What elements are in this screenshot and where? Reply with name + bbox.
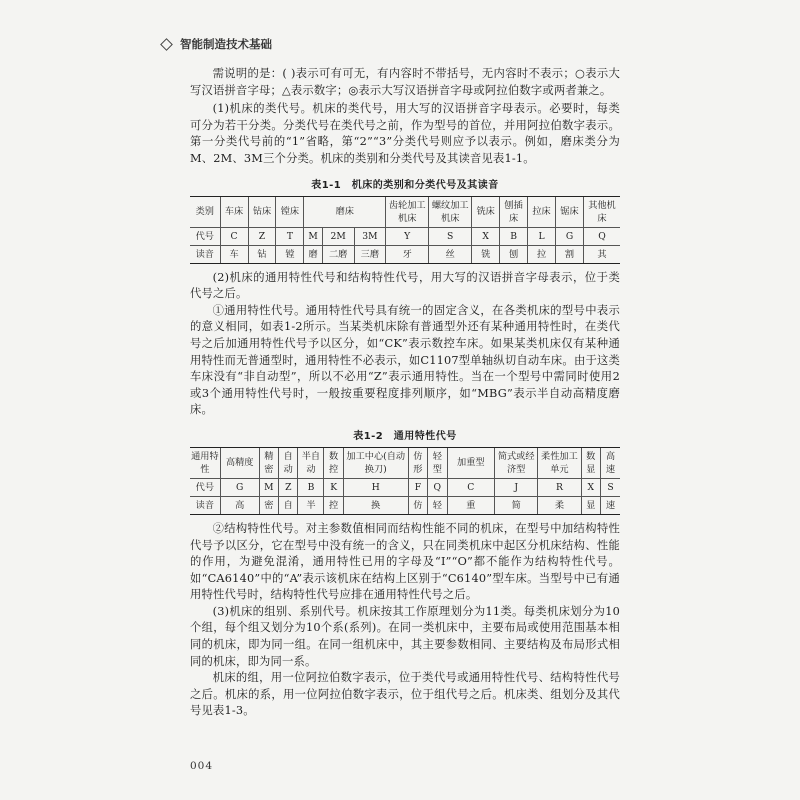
- table-cell: T: [276, 227, 304, 245]
- table-cell: X: [581, 478, 600, 496]
- table-cell: 磨床: [304, 196, 386, 227]
- table-cell: S: [600, 478, 620, 496]
- table-cell: M: [259, 478, 278, 496]
- table-cell: 控: [324, 496, 343, 514]
- table-cell: 镗: [276, 245, 304, 263]
- table2-reading-row: [190, 496, 620, 514]
- paragraph-feature-code: (2)机床的通用特性代号和结构特性代号，用大写的汉语拼音字母表示，位于类代号之后。: [190, 270, 620, 301]
- table-cell: J: [495, 478, 538, 496]
- table-cell: 通用特性: [190, 447, 220, 478]
- table-cell: 柔性加工单元: [538, 447, 581, 478]
- table-cell: 磨: [304, 245, 322, 263]
- table-cell: 3M: [354, 227, 386, 245]
- table2-header-row: [190, 447, 620, 478]
- table-cell: 仿: [408, 496, 427, 514]
- table-cell: 简式或经济型: [495, 447, 538, 478]
- table-cell: 高: [220, 496, 259, 514]
- table-cell: 铣: [472, 245, 500, 263]
- diamond-icon: [160, 38, 173, 51]
- table2-code-row: [190, 478, 620, 496]
- table-cell: Y: [386, 227, 429, 245]
- table-cell: 锯床: [556, 196, 584, 227]
- table-cell: 齿轮加工机床: [386, 196, 429, 227]
- table-cell: S: [429, 227, 472, 245]
- paragraph-group-code: 机床的组，用一位阿拉伯数字表示，位于类代号或通用特性代号、结构特性代号之后。机床的系，用一位阿拉伯数字表示，位于组代号之后。机床类、组划分及其代号见表1-3。: [190, 671, 620, 718]
- table-cell: 牙: [386, 245, 429, 263]
- table-cell: H: [343, 478, 408, 496]
- running-head: [162, 36, 272, 52]
- table-cell: 拉: [528, 245, 556, 263]
- page-number: 004: [190, 760, 214, 772]
- table-cell: C: [447, 478, 495, 496]
- table-cell: 数显: [581, 447, 600, 478]
- paragraph-class-code: (1)机床的类代号。机床的类代号，用大写的汉语拼音字母表示。必要时，每类可分为若干分类。分类代号在类代号之前，作为型号的首位，并用阿拉伯数字表示。第一分类代号前的“1”省略，第“2”“3”分类代号则应予以表示。例如，磨床类分为M、2M、3M三个分类。机床的类别和分类代号及其读音见表1-1。: [190, 102, 620, 165]
- table-cell: 换: [343, 496, 408, 514]
- table-cell: 钻床: [248, 196, 276, 227]
- table-cell: 其: [583, 245, 620, 263]
- table-cell: 重: [447, 496, 495, 514]
- table1-reading-row: [190, 245, 620, 263]
- table-cell: 刨: [500, 245, 528, 263]
- table-cell: 密: [259, 496, 278, 514]
- table-cell: G: [220, 478, 259, 496]
- table2-general-feature-codes: [190, 447, 620, 515]
- table-cell: B: [500, 227, 528, 245]
- table-cell: 二磨: [322, 245, 354, 263]
- table-cell: 刨插床: [500, 196, 528, 227]
- table-cell: 代号: [195, 481, 215, 493]
- table-cell: 读音: [190, 496, 220, 514]
- table-cell: C: [220, 227, 248, 245]
- table-cell: 简: [495, 496, 538, 514]
- table-cell: K: [324, 478, 343, 496]
- table-cell: 2M: [322, 227, 354, 245]
- table-cell: 铣床: [472, 196, 500, 227]
- table-cell: 丝: [429, 245, 472, 263]
- table-cell: F: [408, 478, 427, 496]
- table-cell: 高精度: [220, 447, 259, 478]
- table-cell: 镗床: [276, 196, 304, 227]
- table-cell: M: [304, 227, 322, 245]
- table-cell: Q: [583, 227, 620, 245]
- table-cell: 速: [600, 496, 620, 514]
- table-cell: 仿形: [408, 447, 427, 478]
- table-cell: G: [556, 227, 584, 245]
- table-cell: L: [528, 227, 556, 245]
- table-cell: Q: [428, 478, 447, 496]
- table-cell: 螺纹加工机床: [429, 196, 472, 227]
- table-cell: 钻: [248, 245, 276, 263]
- table-cell: 轻: [428, 496, 447, 514]
- running-head-title: 智能制造技术基础: [180, 37, 272, 51]
- table1-caption: 表1-1 机床的类别和分类代号及其读音: [311, 179, 499, 191]
- paragraph-group-series: (3)机床的组别、系别代号。机床按其工作原理划分为11类。每类机床划分为10个组，每个组又划分为10个系(系列)。在同一类机床中，主要布局或使用范围基本相同的机床，即为同一组。在同一组机床中，其主要参数相同、主要结构及布局形式相同的机床，即为同一系。: [190, 604, 620, 668]
- note-paragraph: 需说明的是：( )表示可有可无，有内容时不带括号，无内容时不表示；○表示大写汉语拼音字母；△表示数字；◎表示大写汉语拼音字母或阿拉伯数字或两者兼之。: [190, 67, 620, 97]
- table-cell: 自: [279, 496, 298, 514]
- table-cell: 轻型: [428, 447, 447, 478]
- table-cell: 拉床: [528, 196, 556, 227]
- table1-header-row: [190, 196, 620, 227]
- table-cell: X: [472, 227, 500, 245]
- table-cell: R: [538, 478, 581, 496]
- table-cell: 三磨: [354, 245, 386, 263]
- table-cell: 其他机床: [583, 196, 620, 227]
- table-cell: B: [298, 478, 324, 496]
- paragraph-general-feature: ①通用特性代号。通用特性代号具有统一的固定含义，在各类机床的型号中表示的意义相同，如表1-2所示。当某类机床除有普通型外还有某种通用特性时，在类代号之后加通用特性代号予以区分，如“CK”表示数控车床。如果某类机床仅有某种通用特性而无普通型时，通用特性不必表示，如C1107型单轴纵切自动车床。由于这类车床没有“非自动型”，所以不必用“Z”表示通用特性。当在一个型号中需同时使用2或3个通用特性代号时，一般按重要程度排列顺序，如“MBG”表示半自动高精度磨床。: [190, 303, 620, 417]
- table-cell: 精密: [259, 447, 278, 478]
- table-cell: 数控: [324, 447, 343, 478]
- table-cell: 柔: [538, 496, 581, 514]
- table-cell: 车: [220, 245, 248, 263]
- table-cell: 车床: [220, 196, 248, 227]
- table-cell: 代号: [195, 230, 214, 242]
- table1-machine-class-codes: [190, 196, 620, 264]
- table2-caption: 表1-2 通用特性代号: [353, 430, 457, 442]
- table1-code-row: [190, 227, 620, 245]
- table-cell: Z: [248, 227, 276, 245]
- table-cell: 类别: [190, 196, 220, 227]
- table-cell: 加重型: [447, 447, 495, 478]
- table-cell: 半: [298, 496, 324, 514]
- table-cell: 割: [556, 245, 584, 263]
- table-cell: 读音: [190, 245, 220, 263]
- table-cell: 自动: [279, 447, 298, 478]
- paragraph-structure-feature: ②结构特性代号。对主参数值相同而结构性能不同的机床，在型号中加结构特性代号予以区分，它在型号中没有统一的含义，只在同类机床中起区分机床结构、性能的作用，为避免混淆，通用特性已用的字母及“I”“O”都不能作为结构特性代号。如“CA6140”中的“A”表示该机床在结构上区别于“C6140”型车床。当型号中已有通用特性代号时，结构特性代号应排在通用特性代号之后。: [190, 521, 620, 602]
- table-cell: 高速: [600, 447, 620, 478]
- table-cell: 加工中心(自动换刀): [343, 447, 408, 478]
- table-cell: Z: [279, 478, 298, 496]
- table-cell: 显: [581, 496, 600, 514]
- table-cell: 半自动: [298, 447, 324, 478]
- page-content: [190, 66, 620, 720]
